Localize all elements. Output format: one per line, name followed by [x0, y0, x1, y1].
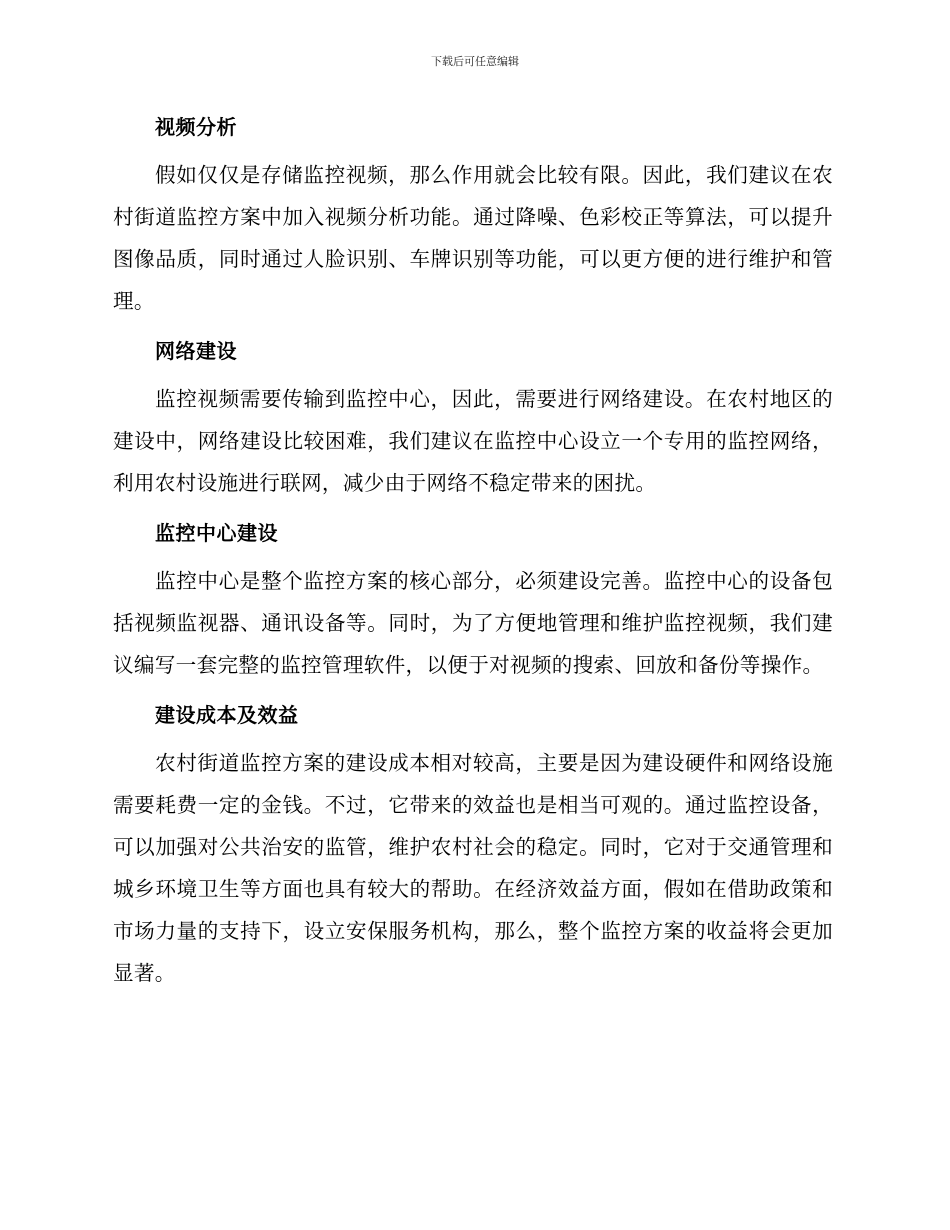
section-heading: 监控中心建设 — [155, 521, 278, 545]
page-header-note: 下载后可任意编辑 — [431, 55, 519, 68]
section-paragraph: 假如仅仅是存储监控视频，那么作用就会比较有限。因此，我们建议在农村街道监控方案中加入视频分析功能。通过降噪、色彩校正等算法，可以提升图像品质，同时通过人脸识别、车牌识别等功能，可以更方便的进行维护和管理。 — [113, 163, 833, 313]
section-network-construction — [113, 334, 833, 504]
section-heading: 视频分析 — [155, 115, 237, 139]
section-cost-benefit — [113, 698, 833, 994]
section-paragraph: 监控中心是整个监控方案的核心部分，必须建设完善。监控中心的设备包括视频监视器、通讯设备等。同时，为了方便地管理和维护监控视频，我们建议编写一套完整的监控管理软件，以便于对视频的搜索、回放和备份等操作。 — [113, 569, 833, 677]
section-heading: 建设成本及效益 — [155, 703, 299, 727]
section-monitoring-center — [113, 516, 833, 686]
section-heading: 网络建设 — [155, 339, 237, 363]
section-paragraph: 农村街道监控方案的建设成本相对较高，主要是因为建设硬件和网络设施需要耗费一定的金钱。不过，它带来的效益也是相当可观的。通过监控设备，可以加强对公共治安的监管，维护农村社会的稳定。同时，它对于交通管理和城乡环境卫生等方面也具有较大的帮助。在经济效益方面，假如在借助政策和市场力量的支持下，设立安保服务机构，那么，整个监控方案的收益将会更加显著。 — [113, 751, 833, 985]
document-content — [113, 110, 833, 1006]
section-video-analysis — [113, 110, 833, 322]
section-paragraph: 监控视频需要传输到监控中心，因此，需要进行网络建设。在农村地区的建设中，网络建设比较困难，我们建议在监控中心设立一个专用的监控网络，利用农村设施进行联网，减少由于网络不稳定带来的困扰。 — [113, 387, 833, 495]
